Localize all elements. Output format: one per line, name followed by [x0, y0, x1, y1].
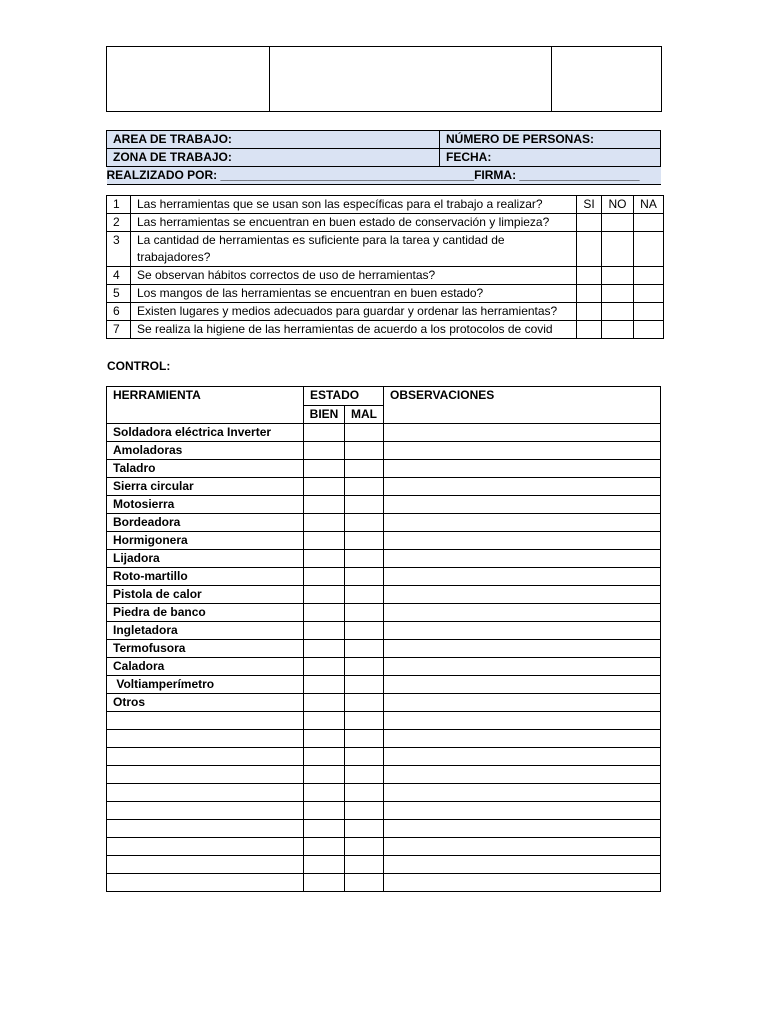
- bien-cell[interactable]: [304, 820, 345, 838]
- tool-row: [107, 622, 661, 640]
- checklist-row: [107, 285, 664, 303]
- tool-name: [107, 820, 304, 838]
- tool-name: Voltiamperímetro: [107, 676, 304, 694]
- mal-cell[interactable]: [345, 874, 384, 892]
- checklist-answer-si[interactable]: [577, 303, 602, 321]
- mal-cell[interactable]: [345, 550, 384, 568]
- fecha-label: FECHA:: [440, 149, 661, 167]
- area-label: AREA DE TRABAJO:: [107, 131, 440, 149]
- observaciones-cell[interactable]: [384, 676, 661, 694]
- checklist-answer-no[interactable]: [602, 267, 634, 285]
- tool-row: [107, 676, 661, 694]
- checklist-row: [107, 303, 664, 321]
- header-boxes: [106, 46, 662, 112]
- observaciones-cell[interactable]: [384, 640, 661, 658]
- personas-label: NÚMERO DE PERSONAS:: [440, 131, 661, 149]
- tool-row: [107, 694, 661, 712]
- checklist-body: [107, 196, 664, 339]
- tool-name: Caladora: [107, 658, 304, 676]
- bien-cell[interactable]: [304, 856, 345, 874]
- bien-cell[interactable]: [304, 640, 345, 658]
- observaciones-cell[interactable]: [384, 424, 661, 442]
- tool-name: Lijadora: [107, 550, 304, 568]
- bien-cell[interactable]: [304, 838, 345, 856]
- mal-cell[interactable]: [345, 622, 384, 640]
- tool-name: Pistola de calor: [107, 586, 304, 604]
- observaciones-cell[interactable]: [384, 622, 661, 640]
- checklist-question: Se realiza la higiene de las herramientas de acuerdo a los protocolos de covid: [131, 321, 577, 339]
- observaciones-cell[interactable]: [384, 586, 661, 604]
- bien-cell[interactable]: [304, 784, 345, 802]
- checklist-question: Las herramientas se encuentran en buen estado de conservación y limpieza?: [131, 214, 577, 232]
- bien-cell[interactable]: [304, 622, 345, 640]
- bien-cell[interactable]: [304, 694, 345, 712]
- mal-cell[interactable]: [345, 568, 384, 586]
- tool-name: Amoladoras: [107, 442, 304, 460]
- checklist-number: 1: [107, 196, 131, 214]
- tool-row: [107, 712, 661, 730]
- bien-cell[interactable]: [304, 712, 345, 730]
- checklist-answer-no[interactable]: [602, 214, 634, 232]
- checklist-row: [107, 321, 664, 339]
- tools-table: [106, 386, 661, 892]
- checklist-question: La cantidad de herramientas es suficiente para la tarea y cantidad de trabajadores?: [131, 232, 577, 267]
- observaciones-cell[interactable]: [384, 712, 661, 730]
- tool-row: [107, 424, 661, 442]
- checklist-question: Las herramientas que se usan son las específicas para el trabajo a realizar?: [131, 196, 577, 214]
- mal-cell[interactable]: [345, 676, 384, 694]
- checklist-question: Existen lugares y medios adecuados para guardar y ordenar las herramientas?: [131, 303, 577, 321]
- checklist-header-no: NO: [602, 196, 634, 214]
- mal-cell[interactable]: [345, 838, 384, 856]
- observaciones-cell[interactable]: [384, 874, 661, 892]
- title-box: [270, 47, 552, 112]
- observaciones-cell[interactable]: [384, 568, 661, 586]
- checklist-number: 6: [107, 303, 131, 321]
- checklist-number: 3: [107, 232, 131, 267]
- logo-box: [107, 47, 270, 112]
- mal-cell[interactable]: [345, 802, 384, 820]
- checklist-answer-si[interactable]: [577, 214, 602, 232]
- tool-name: [107, 748, 304, 766]
- tool-name: Roto-martillo: [107, 568, 304, 586]
- info-table: [106, 130, 661, 185]
- bien-cell[interactable]: [304, 424, 345, 442]
- mal-cell[interactable]: [345, 514, 384, 532]
- tools-body: [107, 387, 661, 892]
- checklist-answer-si[interactable]: [577, 285, 602, 303]
- bien-cell[interactable]: [304, 748, 345, 766]
- tool-row: [107, 532, 661, 550]
- bien-cell[interactable]: [304, 874, 345, 892]
- checklist-number: 4: [107, 267, 131, 285]
- bien-cell[interactable]: [304, 604, 345, 622]
- checklist-answer-si[interactable]: [577, 232, 602, 267]
- tool-row: [107, 784, 661, 802]
- mal-cell[interactable]: [345, 766, 384, 784]
- mal-cell[interactable]: [345, 730, 384, 748]
- observaciones-cell[interactable]: [384, 784, 661, 802]
- tool-row: [107, 604, 661, 622]
- tool-name: [107, 730, 304, 748]
- tool-name: Otros: [107, 694, 304, 712]
- col-estado-header: ESTADO: [304, 387, 384, 406]
- bien-cell[interactable]: [304, 442, 345, 460]
- checklist-answer-si[interactable]: [577, 267, 602, 285]
- checklist-row: [107, 232, 664, 267]
- checklist-answer-na[interactable]: [634, 267, 664, 285]
- observaciones-cell[interactable]: [384, 604, 661, 622]
- checklist-number: 7: [107, 321, 131, 339]
- checklist-row: [107, 196, 664, 214]
- tool-name: Taladro: [107, 460, 304, 478]
- col-mal-header: MAL: [345, 406, 384, 424]
- checklist-row: [107, 214, 664, 232]
- mal-cell[interactable]: [345, 748, 384, 766]
- tool-name: Motosierra: [107, 496, 304, 514]
- tool-name: [107, 766, 304, 784]
- col-obs-header: OBSERVACIONES: [384, 387, 661, 424]
- checklist-table: [106, 195, 664, 339]
- mal-cell[interactable]: [345, 460, 384, 478]
- tool-row: [107, 658, 661, 676]
- tool-row: [107, 478, 661, 496]
- observaciones-cell[interactable]: [384, 460, 661, 478]
- tool-row: [107, 838, 661, 856]
- mal-cell[interactable]: [345, 532, 384, 550]
- bien-cell[interactable]: [304, 568, 345, 586]
- mal-cell[interactable]: [345, 694, 384, 712]
- observaciones-cell[interactable]: [384, 550, 661, 568]
- checklist-answer-no[interactable]: [602, 232, 634, 267]
- tool-row: [107, 766, 661, 784]
- observaciones-cell[interactable]: [384, 658, 661, 676]
- observaciones-cell[interactable]: [384, 766, 661, 784]
- bien-cell[interactable]: [304, 676, 345, 694]
- tool-row: [107, 748, 661, 766]
- observaciones-cell[interactable]: [384, 694, 661, 712]
- tool-name: [107, 838, 304, 856]
- checklist-answer-na[interactable]: [634, 232, 664, 267]
- tool-row: [107, 496, 661, 514]
- bien-cell[interactable]: [304, 532, 345, 550]
- observaciones-cell[interactable]: [384, 802, 661, 820]
- mal-cell[interactable]: [345, 604, 384, 622]
- mal-cell[interactable]: [345, 658, 384, 676]
- mal-cell[interactable]: [345, 856, 384, 874]
- tool-name: Piedra de banco: [107, 604, 304, 622]
- tool-row: [107, 442, 661, 460]
- mal-cell[interactable]: [345, 712, 384, 730]
- mal-cell[interactable]: [345, 478, 384, 496]
- bien-cell[interactable]: [304, 802, 345, 820]
- zona-label: ZONA DE TRABAJO:: [107, 149, 440, 167]
- observaciones-cell[interactable]: [384, 856, 661, 874]
- bien-cell[interactable]: [304, 550, 345, 568]
- mal-cell[interactable]: [345, 784, 384, 802]
- tool-row: [107, 730, 661, 748]
- checklist-number: 2: [107, 214, 131, 232]
- checklist-header-na: NA: [634, 196, 664, 214]
- checklist-answer-no[interactable]: [602, 303, 634, 321]
- checklist-answer-no[interactable]: [602, 321, 634, 339]
- bien-cell[interactable]: [304, 460, 345, 478]
- tool-row: [107, 820, 661, 838]
- bien-cell[interactable]: [304, 514, 345, 532]
- checklist-number: 5: [107, 285, 131, 303]
- mal-cell[interactable]: [345, 424, 384, 442]
- tool-name: Termofusora: [107, 640, 304, 658]
- tool-name: Bordeadora: [107, 514, 304, 532]
- checklist-row: [107, 267, 664, 285]
- mal-cell[interactable]: [345, 496, 384, 514]
- checklist-header-si: SI: [577, 196, 602, 214]
- observaciones-cell[interactable]: [384, 838, 661, 856]
- control-label: CONTROL:: [107, 359, 171, 373]
- checklist-answer-na[interactable]: [634, 303, 664, 321]
- tool-name: [107, 874, 304, 892]
- bien-cell[interactable]: [304, 766, 345, 784]
- mal-cell[interactable]: [345, 640, 384, 658]
- code-box: [552, 47, 662, 112]
- observaciones-cell[interactable]: [384, 478, 661, 496]
- realizado-firma-line: REALZIZADO POR: ______________________________________FIRMA: __________________: [107, 167, 661, 185]
- tool-row: [107, 856, 661, 874]
- observaciones-cell[interactable]: [384, 730, 661, 748]
- bien-cell[interactable]: [304, 496, 345, 514]
- observaciones-cell[interactable]: [384, 514, 661, 532]
- checklist-answer-na[interactable]: [634, 321, 664, 339]
- tool-row: [107, 568, 661, 586]
- tool-row: [107, 514, 661, 532]
- col-tool-header: HERRAMIENTA: [107, 387, 304, 424]
- tool-row: [107, 586, 661, 604]
- checklist-answer-si[interactable]: [577, 321, 602, 339]
- checklist-question: Se observan hábitos correctos de uso de herramientas?: [131, 267, 577, 285]
- bien-cell[interactable]: [304, 586, 345, 604]
- col-bien-header: BIEN: [304, 406, 345, 424]
- tool-name: [107, 712, 304, 730]
- checklist-answer-no[interactable]: [602, 285, 634, 303]
- checklist-question: Los mangos de las herramientas se encuentran en buen estado?: [131, 285, 577, 303]
- tool-row: [107, 874, 661, 892]
- observaciones-cell[interactable]: [384, 748, 661, 766]
- observaciones-cell[interactable]: [384, 442, 661, 460]
- tool-name: Sierra circular: [107, 478, 304, 496]
- tool-name: Ingletadora: [107, 622, 304, 640]
- mal-cell[interactable]: [345, 442, 384, 460]
- tool-name: Hormigonera: [107, 532, 304, 550]
- observaciones-cell[interactable]: [384, 532, 661, 550]
- tool-row: [107, 550, 661, 568]
- mal-cell[interactable]: [345, 820, 384, 838]
- observaciones-cell[interactable]: [384, 820, 661, 838]
- observaciones-cell[interactable]: [384, 496, 661, 514]
- tool-name: [107, 856, 304, 874]
- tool-name: [107, 802, 304, 820]
- tool-row: [107, 640, 661, 658]
- tool-row: [107, 460, 661, 478]
- mal-cell[interactable]: [345, 586, 384, 604]
- checklist-answer-na[interactable]: [634, 214, 664, 232]
- tool-row: [107, 802, 661, 820]
- bien-cell[interactable]: [304, 730, 345, 748]
- checklist-answer-na[interactable]: [634, 285, 664, 303]
- bien-cell[interactable]: [304, 658, 345, 676]
- tool-name: [107, 784, 304, 802]
- bien-cell[interactable]: [304, 478, 345, 496]
- tool-name: Soldadora eléctrica Inverter: [107, 424, 304, 442]
